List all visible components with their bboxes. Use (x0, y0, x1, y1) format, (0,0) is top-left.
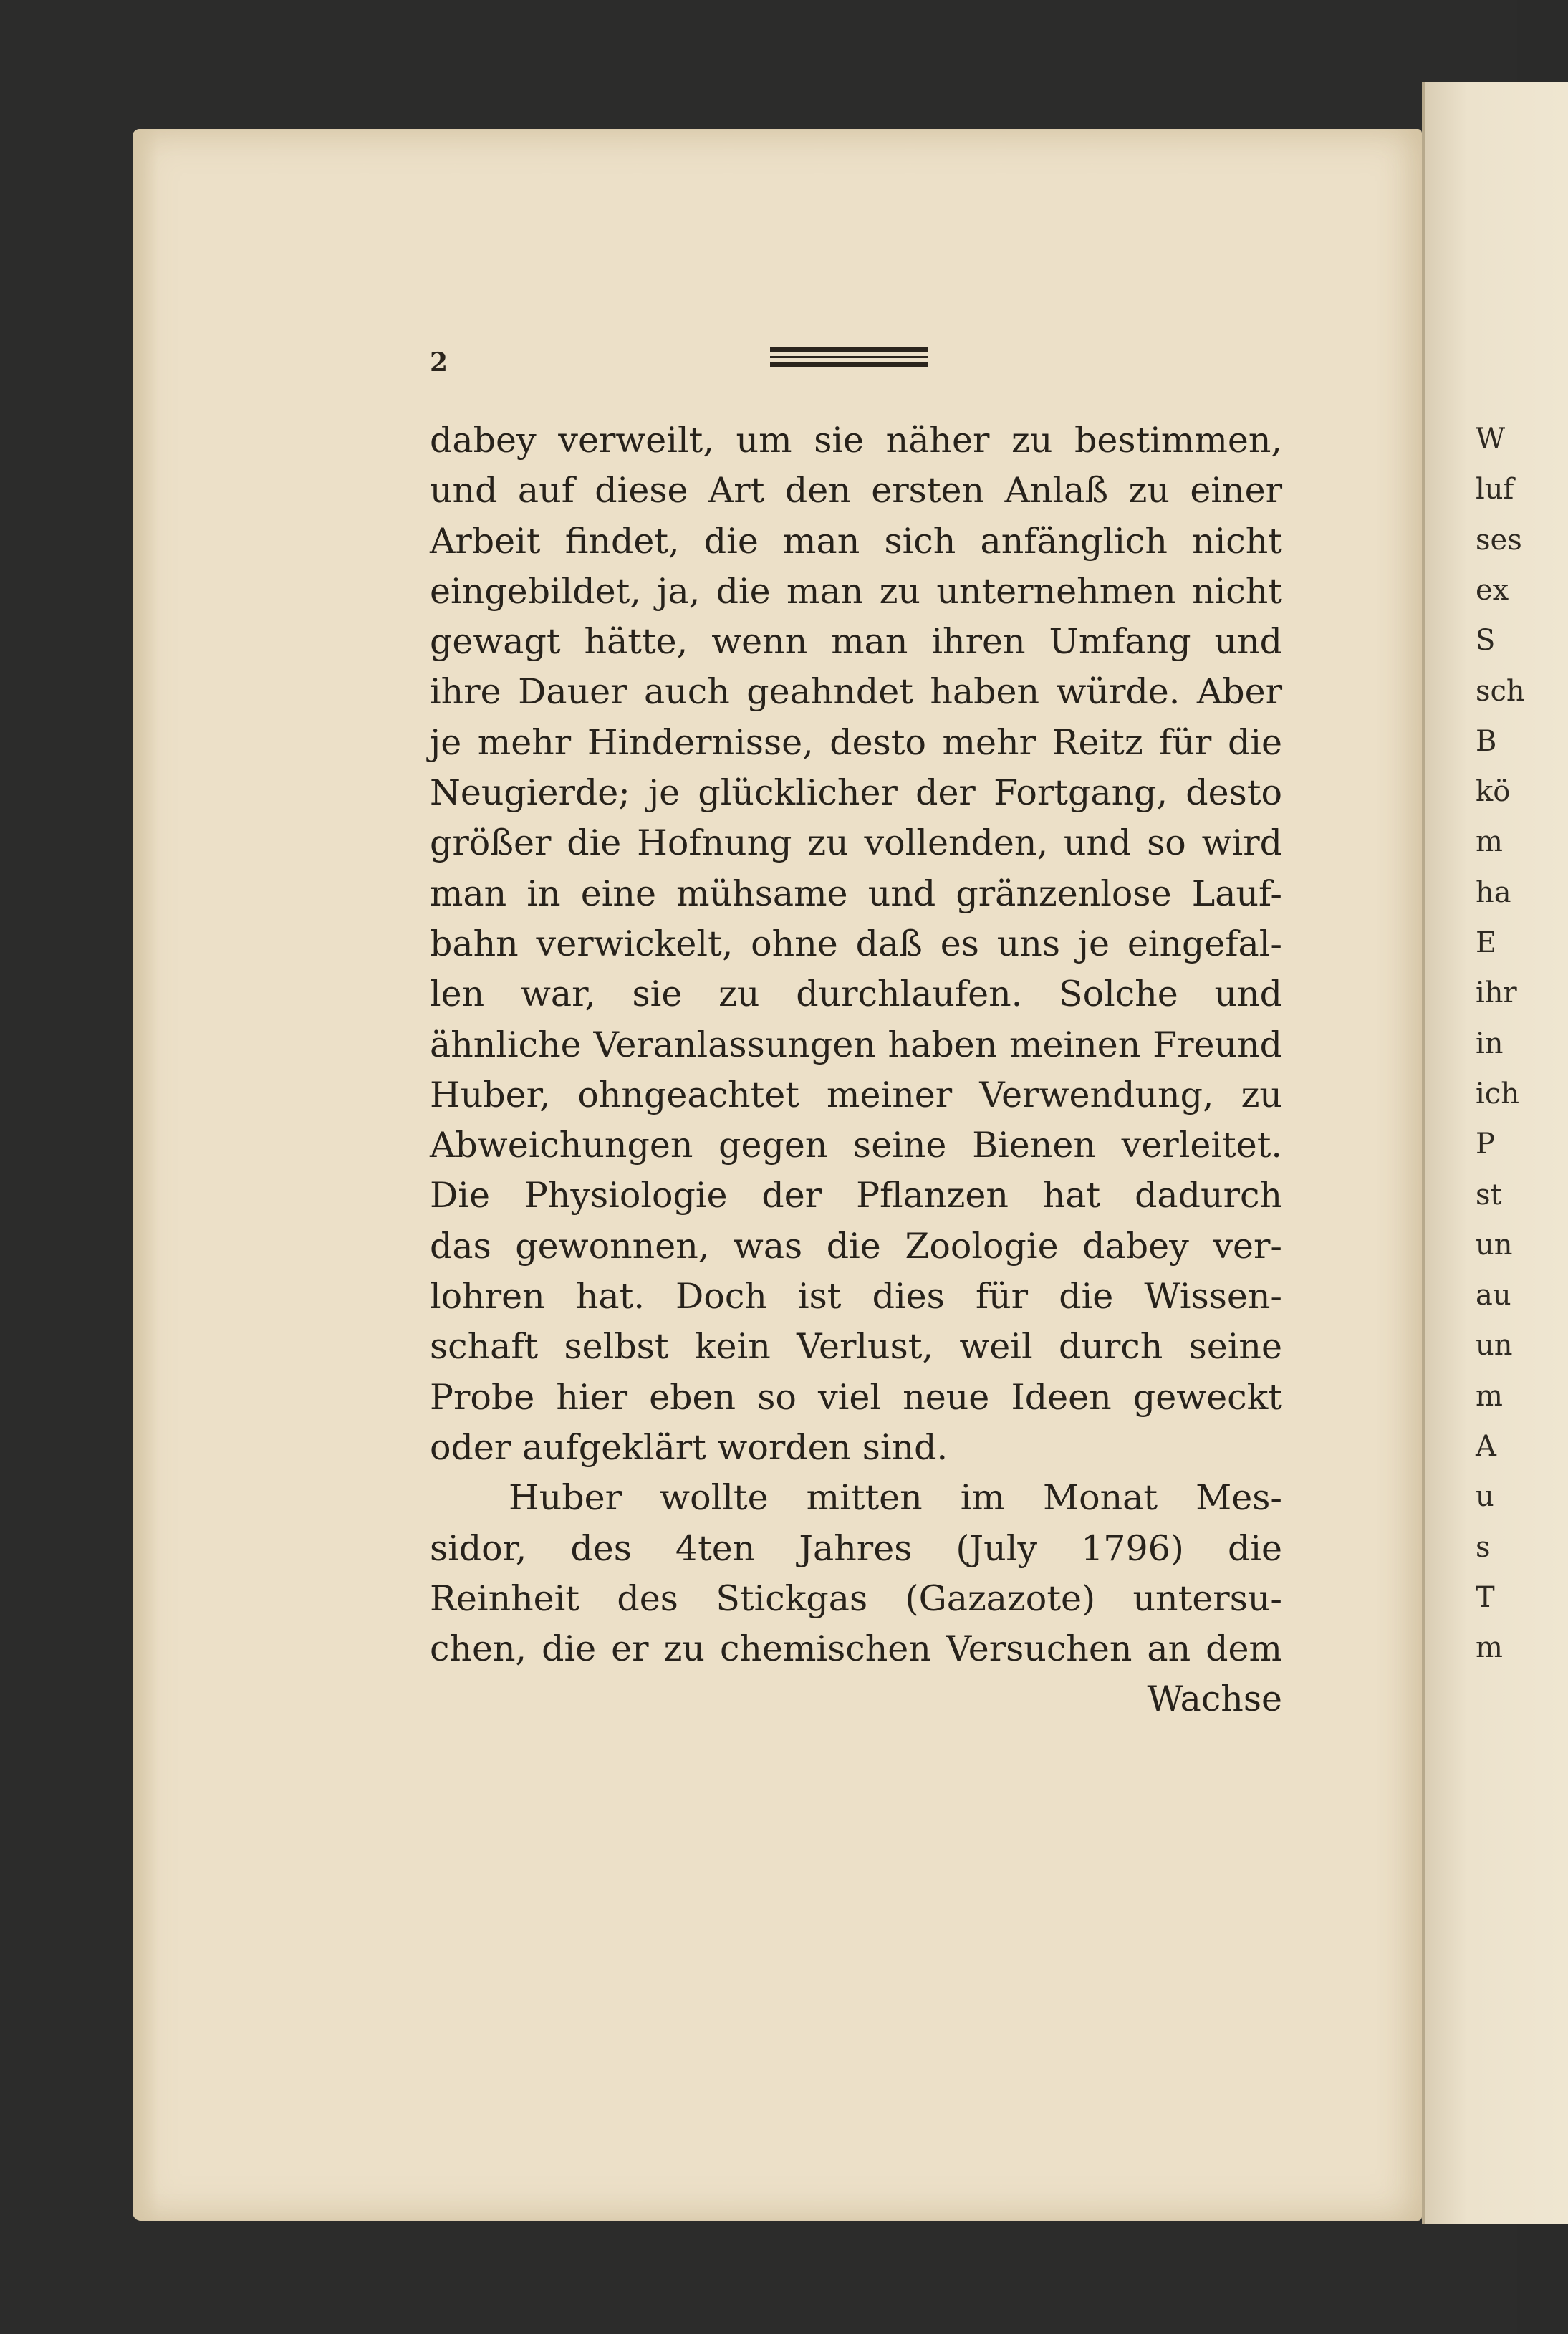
text-line: Arbeit findet, die man sich anfänglich nicht (430, 520, 1282, 562)
adjacent-line-fragment: ich (1476, 1077, 1519, 1110)
text-line: eingebildet, ja, die man zu unternehmen nicht (430, 570, 1282, 612)
page-body-text (430, 416, 1282, 1725)
adjacent-line-fragment: B (1476, 724, 1497, 758)
text-line: Huber, ohngeachtet meiner Verwendung, zu (430, 1074, 1282, 1115)
adjacent-line-fragment: T (1476, 1580, 1495, 1614)
text-line: sidor, des 4ten Jahres (July 1796) die (430, 1527, 1282, 1569)
adjacent-line-fragment: ihr (1476, 976, 1517, 1010)
text-line: dabey verweilt, um sie näher zu bestimmen, (430, 420, 1282, 461)
adjacent-line-fragment: m (1476, 1631, 1503, 1665)
adjacent-line-fragment: au (1476, 1279, 1511, 1312)
adjacent-line-fragment: kö (1476, 775, 1511, 809)
page-edge (133, 129, 158, 2221)
adjacent-line-fragment: ses (1476, 523, 1522, 557)
text-line: Abweichungen gegen seine Bienen verleitet. (430, 1125, 1282, 1166)
text-line: chen, die er zu chemischen Versuchen an dem (430, 1628, 1282, 1670)
adjacent-line-fragment: ha (1476, 875, 1511, 909)
adjacent-line-fragment: un (1476, 1329, 1513, 1363)
text-line: und auf diese Art den ersten Anlaß zu einer (430, 470, 1282, 512)
adjacent-line-fragment: s (1476, 1530, 1491, 1564)
adjacent-line-fragment: sch (1476, 674, 1525, 708)
adjacent-line-fragment: m (1476, 1379, 1503, 1413)
text-line: schaft selbst kein Verlust, weil durch seine (430, 1326, 1282, 1368)
text-line: je mehr Hindernisse, desto mehr Reitz für die (430, 721, 1282, 763)
adjacent-line-fragment: P (1476, 1128, 1495, 1161)
text-line: das gewonnen, was die Zoologie dabey ver- (430, 1225, 1282, 1267)
adjacent-line-fragment: S (1476, 624, 1496, 658)
adjacent-line-fragment: ex (1476, 573, 1509, 607)
text-line: len war, sie zu durchlaufen. Solche und (430, 974, 1282, 1015)
text-line: Probe hier eben so viel neue Ideen geweckt (430, 1376, 1282, 1418)
text-line: Neugierde; je glücklicher der Fortgang, desto (430, 772, 1282, 814)
text-line: oder aufgeklärt worden sind. (430, 1426, 948, 1468)
text-line: ähnliche Veranlassungen haben meinen Freund (430, 1024, 1282, 1065)
adjacent-line-fragment: in (1476, 1027, 1504, 1060)
text-line: bahn verwickelt, ohne daß es uns je eingefal- (430, 923, 1282, 964)
adjacent-line-fragment: u (1476, 1480, 1494, 1514)
adjacent-line-fragment: luf (1476, 473, 1514, 506)
text-line: ihre Dauer auch geahndet haben würde. Aber (430, 671, 1282, 713)
adjacent-page (1422, 82, 1568, 2224)
catchword: Wachse (1147, 1679, 1282, 1720)
adjacent-line-fragment: un (1476, 1228, 1513, 1262)
text-line: Reinheit des Stickgas (Gazazote) untersu- (430, 1577, 1282, 1619)
text-line: Die Physiologie der Pflanzen hat dadurch (430, 1175, 1282, 1216)
adjacent-line-fragment: m (1476, 825, 1503, 859)
text-line-paragraph-start: Huber wollte mitten im Monat Mes- (509, 1477, 1282, 1519)
header-rule (770, 347, 928, 368)
text-line: größer die Hofnung zu vollenden, und so wird (430, 822, 1282, 864)
adjacent-line-fragment: W (1476, 423, 1506, 456)
adjacent-line-fragment: st (1476, 1178, 1502, 1211)
adjacent-line-fragment: A (1476, 1430, 1496, 1463)
text-line: gewagt hätte, wenn man ihren Umfang und (430, 621, 1282, 663)
adjacent-line-fragment: E (1476, 926, 1497, 959)
text-line: man in eine mühsame und gränzenlose Lauf- (430, 873, 1282, 914)
page-number: 2 (430, 347, 448, 378)
text-line: lohren hat. Doch ist dies für die Wissen- (430, 1276, 1282, 1317)
